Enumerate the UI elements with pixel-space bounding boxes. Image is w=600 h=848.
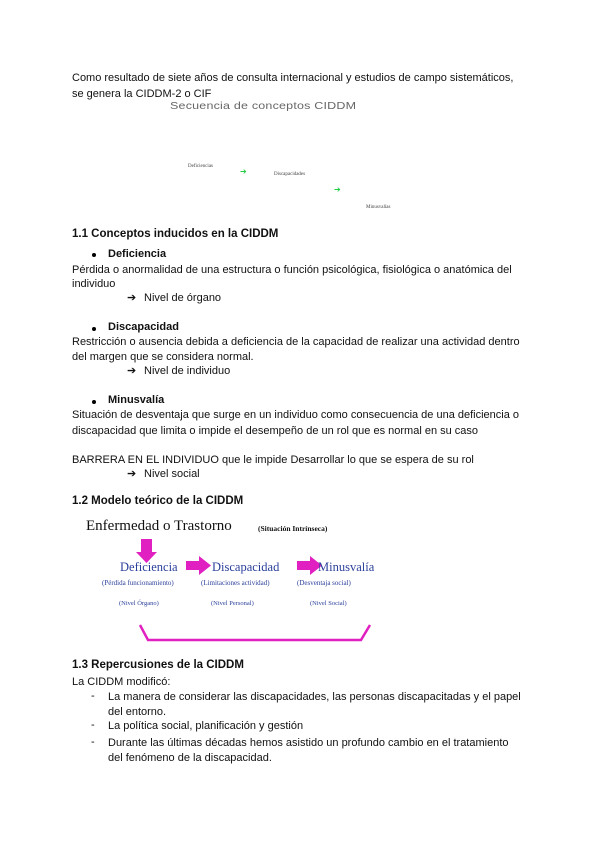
concept-title-deficiencia: Deficiencia (108, 248, 167, 260)
diagram-right-arrow-shaft (297, 561, 311, 570)
concept-title-minusvalia: Minusvalía (108, 394, 165, 406)
sequence-arrow-icon: ➔ (240, 167, 247, 176)
section-heading-1-1: 1.1 Conceptos inducidos en la CIDDM (72, 228, 279, 240)
diagram-col-title-deficiencia: Deficiencia (120, 560, 178, 574)
diagram-feedback-line (140, 625, 370, 640)
list-item-line: Durante las últimas décadas hemos asistido un profundo cambio en el tratamiento (108, 737, 509, 749)
diagram-col-level-discapacidad: (Nivel Personal) (211, 600, 254, 607)
section-heading-1-2: 1.2 Modelo teórico de la CIDDM (72, 495, 244, 507)
list-item-line: del entorno. (108, 706, 167, 718)
section-1-3-intro: La CIDDM modificó: (72, 676, 171, 688)
diagram-top-note: (Situación Intrínseca) (258, 524, 328, 533)
sequence-node-deficiencias: Deficiencias (188, 164, 213, 169)
concept-level-discapacidad: Nivel de individuo (144, 365, 231, 377)
sequence-node-discapacidades: Discapacidades (274, 172, 306, 177)
diagram-col-sub-minusvalia: (Desventaja social) (297, 579, 351, 587)
diagram-down-arrow-shaft (141, 539, 152, 553)
concept-text-line: del margen que se considera normal. (72, 351, 254, 363)
section-heading-1-3: 1.3 Repercusiones de la CIDDM (72, 659, 244, 671)
diagram-col-level-deficiencia: (Nivel Órgano) (119, 600, 159, 607)
diagram-col-title-discapacidad: Discapacidad (212, 560, 280, 574)
list-item-line: La manera de considerar las discapacidades, las personas discapacitadas y el papel (108, 691, 521, 703)
list-item-line: La política social, planificación y gestión (108, 720, 304, 732)
list-item-line: del fenómeno de la discapacidad. (108, 752, 272, 764)
concept-text-line: individuo (72, 278, 116, 290)
level-arrow-icon: ➔ (127, 468, 137, 480)
barrier-level: Nivel social (144, 468, 200, 480)
level-arrow-icon: ➔ (127, 292, 137, 304)
sequence-figure-title: Secuencia de conceptos CIDDM (170, 100, 357, 112)
diagram-right-arrow-head (199, 556, 211, 575)
concept-text-line: discapacidad que limita o impide el desempeño de un rol que es normal en su caso (72, 425, 479, 437)
diagram-right-arrow-shaft (186, 561, 200, 570)
concept-title-discapacidad: Discapacidad (108, 321, 179, 333)
concept-text-line: Situación de desventaja que surge en un individuo como consecuencia de una deficiencia o (72, 409, 520, 421)
barrier-line: BARRERA EN EL INDIVIDUO que le impide Desarrollar lo que se espera de su rol (72, 454, 474, 466)
intro-line-2: se genera la CIDDM-2 o CIF (72, 88, 212, 100)
diagram-col-title-minusvalia: Minusvalía (318, 560, 375, 574)
sequence-arrow-icon: ➔ (334, 185, 341, 194)
concept-text-line: Pérdida o anormalidad de una estructura o función psicológica, fisiológica o anatómica del (72, 264, 512, 276)
level-arrow-icon: ➔ (127, 365, 137, 377)
dash-bullet: - (91, 719, 95, 731)
sequence-node-minusvalias: Minusvalías (366, 205, 391, 210)
concept-text-line: Restricción o ausencia debida a deficiencia de la capacidad de realizar una actividad dentro (72, 336, 520, 348)
concept-level-deficiencia: Nivel de órgano (144, 292, 222, 304)
dash-bullet: - (91, 736, 95, 748)
intro-line-1: Como resultado de siete años de consulta internacional y estudios de campo sistemáticos, (72, 72, 514, 84)
dash-bullet: - (91, 690, 95, 702)
diagram-col-sub-discapacidad: (Limitaciones actividad) (201, 579, 270, 587)
diagram-col-sub-deficiencia: (Pérdida funcionamiento) (102, 579, 174, 587)
diagram-col-level-minusvalia: (Nivel Social) (310, 600, 347, 607)
diagram-top-label: Enfermedad o Trastorno (86, 518, 232, 534)
